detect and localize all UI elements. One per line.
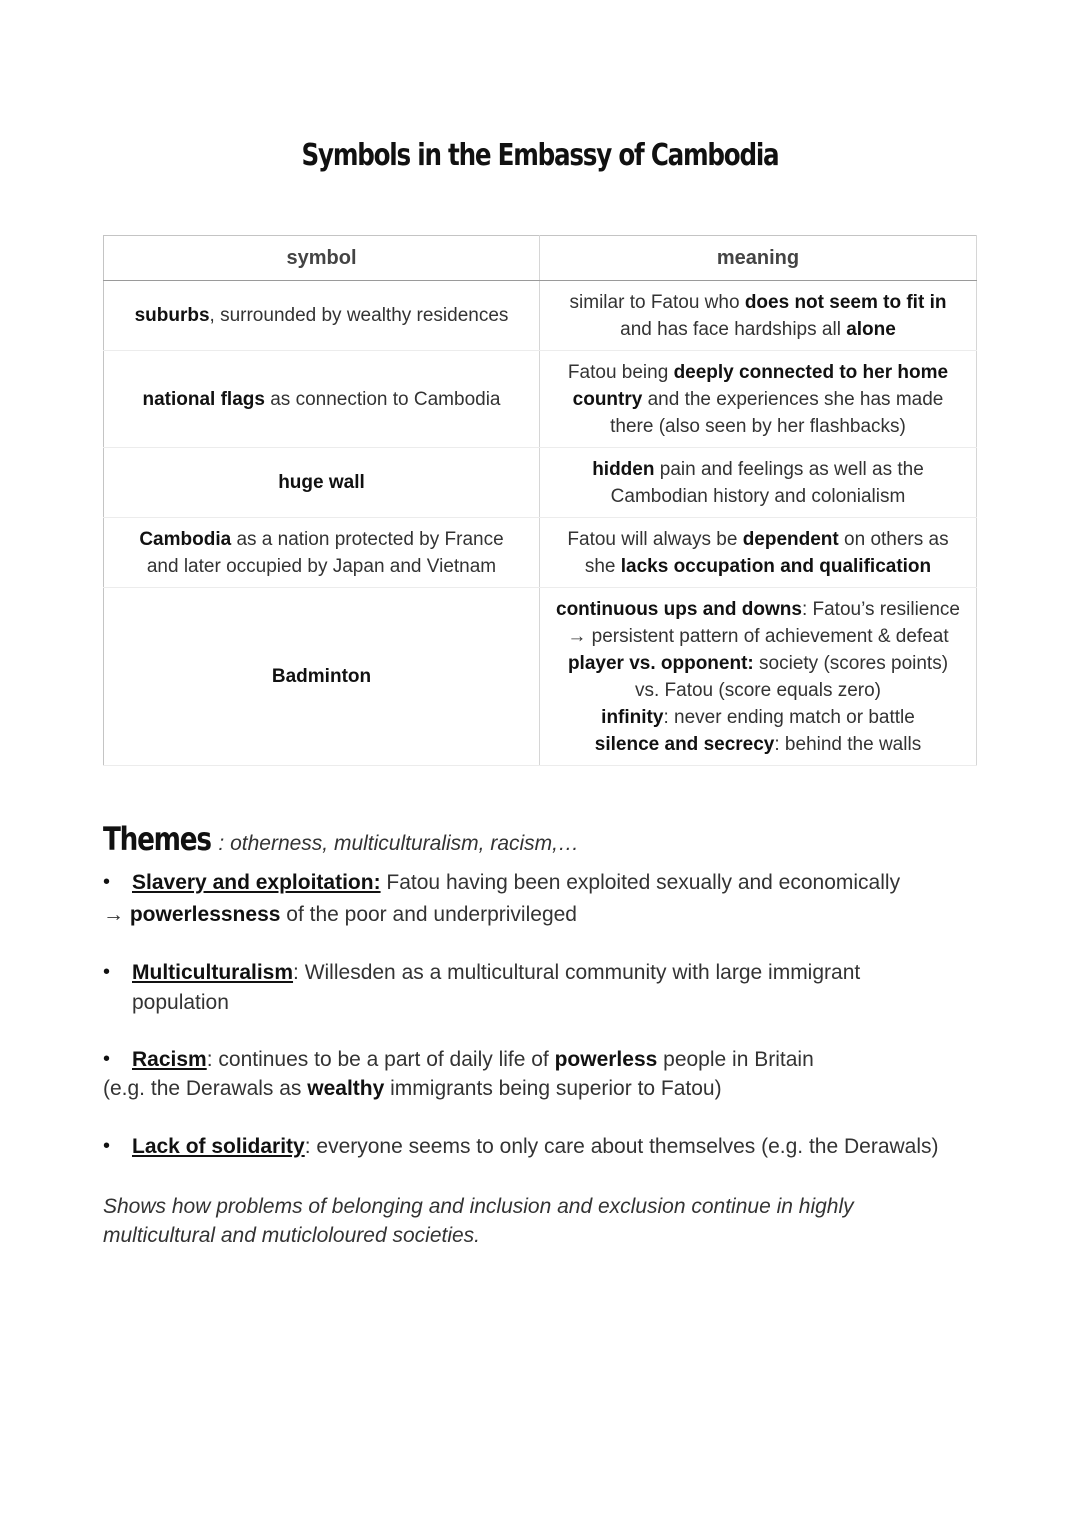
bold-text: national flags bbox=[142, 388, 265, 410]
meaning-cell bbox=[540, 351, 977, 448]
bullet-icon: • bbox=[103, 1048, 111, 1070]
theme-text: of the poor and underprivileged bbox=[280, 903, 577, 926]
theme-item-solidarity bbox=[132, 1135, 939, 1159]
symbols-table bbox=[103, 235, 977, 766]
theme-label: Multiculturalism bbox=[132, 961, 294, 984]
table-row bbox=[104, 281, 977, 351]
cell-text: : never ending match or battle bbox=[663, 706, 915, 728]
themes-title: Themes bbox=[103, 820, 211, 858]
meaning-cell bbox=[540, 588, 977, 766]
cell-text: and the experiences she has made bbox=[642, 388, 944, 410]
cell-text: and has face hardships all bbox=[620, 318, 847, 340]
themes-heading bbox=[103, 820, 579, 858]
theme-bold: powerless bbox=[554, 1048, 658, 1071]
bullet-icon: • bbox=[103, 871, 111, 893]
theme-item-multiculturalism-cont bbox=[132, 991, 229, 1015]
table-row bbox=[104, 518, 977, 588]
symbol-cell bbox=[104, 518, 540, 588]
meaning-cell bbox=[540, 281, 977, 351]
arrow-right-icon: → bbox=[103, 903, 130, 926]
theme-text: people in Britain bbox=[657, 1048, 814, 1071]
bold-text: deeply connected to her home bbox=[673, 361, 949, 383]
cell-text: as a nation protected by France bbox=[231, 528, 504, 550]
bold-text: player vs. opponent: bbox=[567, 652, 754, 674]
cell-text: : behind the walls bbox=[774, 733, 922, 755]
bold-text: dependent bbox=[742, 528, 839, 550]
theme-text: population bbox=[132, 991, 229, 1014]
bold-text: hidden bbox=[592, 458, 655, 480]
symbol-column-header: symbol bbox=[104, 236, 540, 281]
cell-text: society (scores points) bbox=[753, 652, 949, 674]
meaning-cell bbox=[540, 518, 977, 588]
theme-bold: wealthy bbox=[307, 1077, 385, 1100]
closing-statement: Shows how problems of belonging and inclusion and exclusion continue in highly multicultural and muticloloured societies. bbox=[103, 1195, 854, 1247]
meaning-column-header: meaning bbox=[540, 236, 977, 281]
symbol-cell bbox=[104, 351, 540, 448]
cell-text: vs. Fatou (score equals zero) bbox=[634, 679, 882, 701]
cell-text: pain and feelings as well as the bbox=[654, 458, 924, 480]
theme-label: Slavery and exploitation: bbox=[132, 871, 381, 894]
themes-intro: : otherness, multiculturalism, racism,… bbox=[218, 832, 579, 855]
theme-text: : continues to be a part of daily life of bbox=[206, 1048, 555, 1071]
cell-text: , surrounded by wealthy residences bbox=[209, 305, 509, 326]
cell-text: Fatou will always be bbox=[567, 528, 743, 550]
bold-text: does not seem to fit in bbox=[744, 291, 947, 313]
cell-text: Fatou being bbox=[567, 361, 674, 383]
cell-text: as connection to Cambodia bbox=[264, 388, 501, 410]
page-title: Symbols in the Embassy of Cambodia bbox=[301, 138, 779, 173]
theme-label: Lack of solidarity bbox=[132, 1135, 305, 1158]
theme-text: (e.g. the Derawals as bbox=[103, 1077, 308, 1100]
theme-item-multiculturalism bbox=[132, 961, 860, 985]
theme-subline-powerlessness bbox=[103, 903, 577, 927]
symbol-cell bbox=[104, 588, 540, 766]
bold-text: huge wall bbox=[278, 472, 365, 493]
bold-text: country bbox=[572, 388, 643, 410]
table-row bbox=[104, 588, 977, 766]
cell-text: Cambodian history and colonialism bbox=[610, 485, 906, 507]
cell-text: → persistent pattern of achievement & defeat bbox=[567, 625, 949, 647]
theme-item-racism-example bbox=[103, 1077, 722, 1101]
table-row bbox=[104, 448, 977, 518]
theme-bold: powerlessness bbox=[129, 903, 281, 926]
theme-text: immigrants being superior to Fatou) bbox=[384, 1077, 722, 1100]
cell-text: there (also seen by her flashbacks) bbox=[610, 415, 906, 437]
theme-text: : everyone seems to only care about themselves (e.g. the Derawals) bbox=[304, 1135, 939, 1158]
bullet-icon: • bbox=[103, 961, 111, 983]
cell-text: she bbox=[584, 555, 621, 577]
symbol-cell bbox=[104, 448, 540, 518]
bold-text: alone bbox=[846, 318, 896, 340]
theme-text: Fatou having been exploited sexually and economically bbox=[380, 871, 901, 894]
bullet-icon: • bbox=[103, 1135, 111, 1157]
table-row bbox=[104, 351, 977, 448]
cell-text: similar to Fatou who bbox=[569, 291, 745, 313]
meaning-cell bbox=[540, 448, 977, 518]
bold-text: infinity bbox=[601, 706, 664, 728]
bold-text: Cambodia bbox=[139, 528, 232, 550]
theme-label: Racism bbox=[132, 1048, 207, 1071]
theme-item-racism bbox=[132, 1048, 814, 1072]
theme-text: : Willesden as a multicultural community with large immigrant bbox=[293, 961, 861, 984]
bold-text: lacks occupation and qualification bbox=[620, 555, 932, 577]
symbol-cell bbox=[104, 281, 540, 351]
cell-text: : Fatou’s resilience bbox=[801, 598, 960, 620]
bold-text: silence and secrecy bbox=[594, 733, 775, 755]
theme-item-slavery bbox=[132, 871, 900, 895]
table-header-row bbox=[104, 236, 977, 281]
bold-text: suburbs bbox=[134, 305, 210, 326]
bold-text: Badminton bbox=[271, 666, 372, 687]
cell-text: on others as bbox=[838, 528, 949, 550]
cell-text: and later occupied by Japan and Vietnam bbox=[146, 555, 497, 577]
bold-text: continuous ups and downs bbox=[556, 598, 802, 620]
